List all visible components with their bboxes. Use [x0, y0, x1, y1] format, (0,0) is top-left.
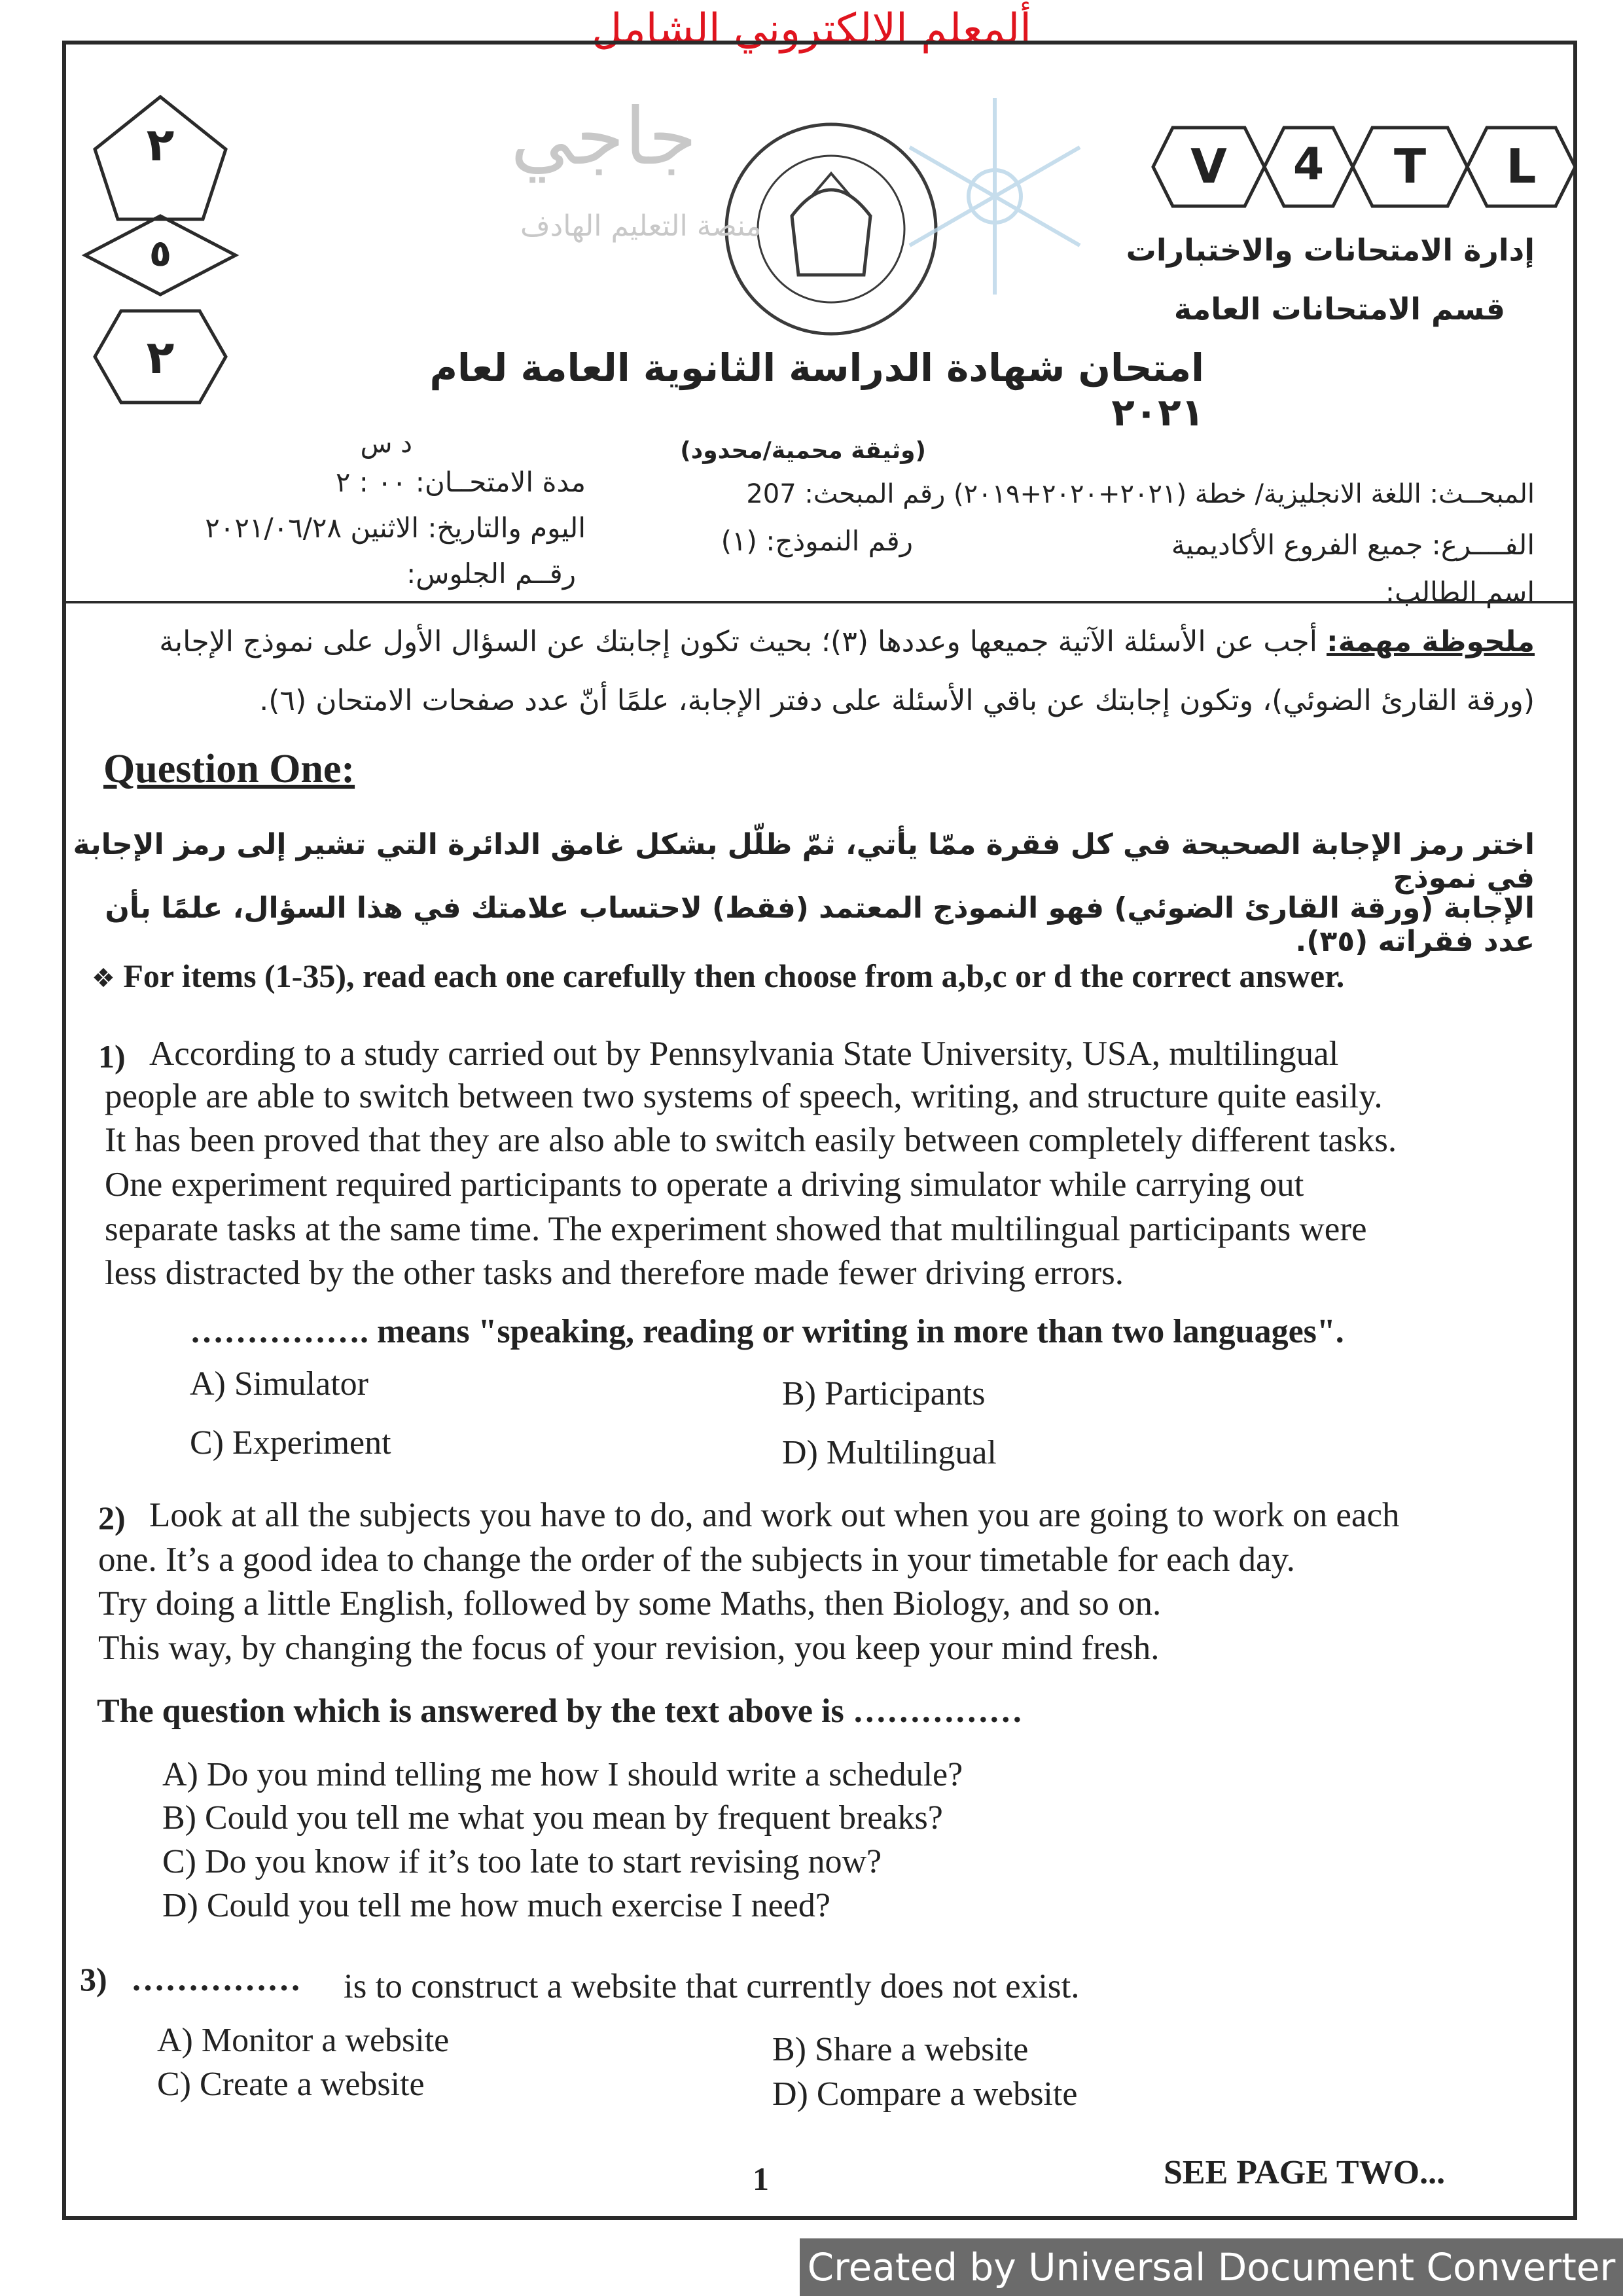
see-next-page: SEE PAGE TWO...: [1164, 2154, 1446, 2191]
q2-number: 2): [98, 1499, 126, 1536]
q1-option-a[interactable]: A) Simulator: [190, 1365, 368, 1403]
q1-passage-line: less distracted by the other tasks and therefore made fewer driving errors.: [105, 1254, 1124, 1292]
important-note-line1: [62, 625, 1535, 658]
page-code-diamond: ٥: [149, 232, 172, 275]
q1-option-d[interactable]: D) Multilingual: [782, 1434, 997, 1471]
code-box-4: 4: [1293, 139, 1325, 190]
q3-option-c[interactable]: C) Create a website: [157, 2066, 425, 2103]
watermark-brand: جاجي: [510, 92, 697, 183]
q2-passage-line: Try doing a little English, followed by some Maths, then Biology, and so on.: [98, 1585, 1162, 1623]
q2-option-a[interactable]: A) Do you mind telling me how I should write a schedule?: [162, 1756, 963, 1793]
exam-duration: مدة الامتحــان: ٠٠ : ٢: [335, 466, 586, 498]
q2-passage-line: one. It’s a good idea to change the order of the subjects in your timetable for each day.: [98, 1541, 1295, 1579]
student-name-label: اسم الطالب:: [1385, 576, 1535, 608]
important-note-text: أجب عن الأسئلة الآتية جميعها وعددها (٣)؛ بحيث تكون إجابتك عن السؤال الأول على نموذج الإجابة: [159, 625, 1317, 658]
q2-option-d[interactable]: D) Could you tell me how much exercise I need?: [162, 1887, 830, 1924]
q2-passage-line: This way, by changing the focus of your revision, you keep your mind fresh.: [98, 1629, 1160, 1667]
q1-passage-line: It has been proved that they are also able to switch easily between completely different tasks.: [105, 1121, 1397, 1159]
diamond-bullet-icon: ❖: [92, 963, 115, 994]
section-name: قسم الامتحانات العامة: [1173, 291, 1505, 327]
q2-prompt: The question which is answered by the text above is ……………: [97, 1693, 1023, 1730]
q3-option-a[interactable]: A) Monitor a website: [157, 2022, 450, 2059]
q1-option-c[interactable]: C) Experiment: [190, 1424, 391, 1462]
q1-passage-line: According to a study carried out by Pennsylvania State University, USA, multilingual: [149, 1035, 1339, 1073]
important-note-line2: (ورقة القارئ الضوئي)، وتكون إجابتك عن باقي الأسئلة على دفتر الإجابة، علمًا أنّ عدد صفحات الامتحان (٦).: [259, 684, 1535, 717]
q3-option-b[interactable]: B) Share a website: [772, 2031, 1029, 2068]
q1-number: 1): [98, 1038, 126, 1075]
watermark-tagline: منصة التعليم الهادف: [520, 209, 762, 243]
page-code-hexagon: ٢: [146, 331, 175, 384]
converter-watermark: Created by Universal Document Converter: [800, 2238, 1623, 2296]
exam-title: امتحان شهادة الدراسة الثانوية العامة لعام ٢٠٢١: [429, 346, 1204, 435]
q3-stem: is to construct a website that currently does not exist.: [344, 1967, 1080, 2005]
instruction-en-text: For items (1-35), read each one carefully then choose from a,b,c or d the correct answer.: [123, 958, 1345, 994]
q3-option-d[interactable]: D) Compare a website: [772, 2075, 1078, 2113]
q2-passage-line: Look at all the subjects you have to do, and work out when you are going to work on each: [149, 1496, 1400, 1534]
subject-line: المبحــث: اللغة الانجليزية/ خطة (٢٠٢١+٢٠٢٠+٢٠١٩) رقم المبحث: 207: [746, 479, 1535, 509]
q1-passage-line: separate tasks at the same time. The experiment showed that multilingual participants were: [105, 1210, 1367, 1248]
seat-number-label: رقــم الجلوس:: [406, 558, 576, 590]
duration-units: د س: [360, 429, 412, 459]
model-number: رقم النموذج: (١): [721, 525, 913, 557]
header-divider: [62, 601, 1577, 603]
exam-date: اليوم والتاريخ: الاثنين ٢٠٢١/٠٦/٢٨: [205, 512, 586, 544]
q3-number: 3): [80, 1961, 107, 1998]
department-name: إدارة الامتحانات والاختبارات: [1126, 232, 1535, 268]
q1-prompt: ……………. means "speaking, reading or writing in more than two languages".: [190, 1313, 1344, 1350]
q3-blank: ……………: [131, 1961, 301, 1998]
question-one-title: Question One:: [103, 747, 355, 791]
page-number: 1: [753, 2161, 769, 2197]
code-box-v: V: [1190, 139, 1227, 194]
code-box-l: L: [1506, 139, 1537, 194]
code-box-t: T: [1393, 139, 1427, 194]
important-note-label: ملحوظة مهمة:: [1326, 625, 1535, 658]
instructions-ar-line1: اختر رمز الإجابة الصحيحة في كل فقرة ممّا يأتي، ثمّ ظلّل بشكل غامق الدائرة التي تشير إلى رمز الإجابة في نموذج: [73, 828, 1535, 895]
q1-option-b[interactable]: B) Participants: [782, 1375, 986, 1412]
q2-option-b[interactable]: B) Could you tell me what you mean by frequent breaks?: [162, 1799, 943, 1837]
page-code-pentagon: ٢: [146, 118, 175, 171]
instructions-ar-line2: الإجابة (ورقة القارئ الضوئي) فهو النموذج المعتمد (فقط) لاحتساب علامتك في هذا السؤال، علمًا بأن عدد فقراته (٣٥).: [105, 891, 1535, 958]
q1-passage-line: people are able to switch between two systems of speech, writing, and structure quite easily.: [105, 1077, 1383, 1115]
q1-passage-line: One experiment required participants to operate a driving simulator while carrying out: [105, 1166, 1304, 1204]
q2-option-c[interactable]: C) Do you know if it’s too late to start revising now?: [162, 1843, 882, 1880]
branch-line: الفــــرع: جميع الفروع الأكاديمية: [1171, 529, 1535, 561]
site-banner: ألمعلم الالكتروني الشامل: [591, 5, 1032, 54]
instruction-en: [92, 957, 1571, 995]
document-classification: (وثيقة محمية/محدود): [680, 437, 926, 464]
